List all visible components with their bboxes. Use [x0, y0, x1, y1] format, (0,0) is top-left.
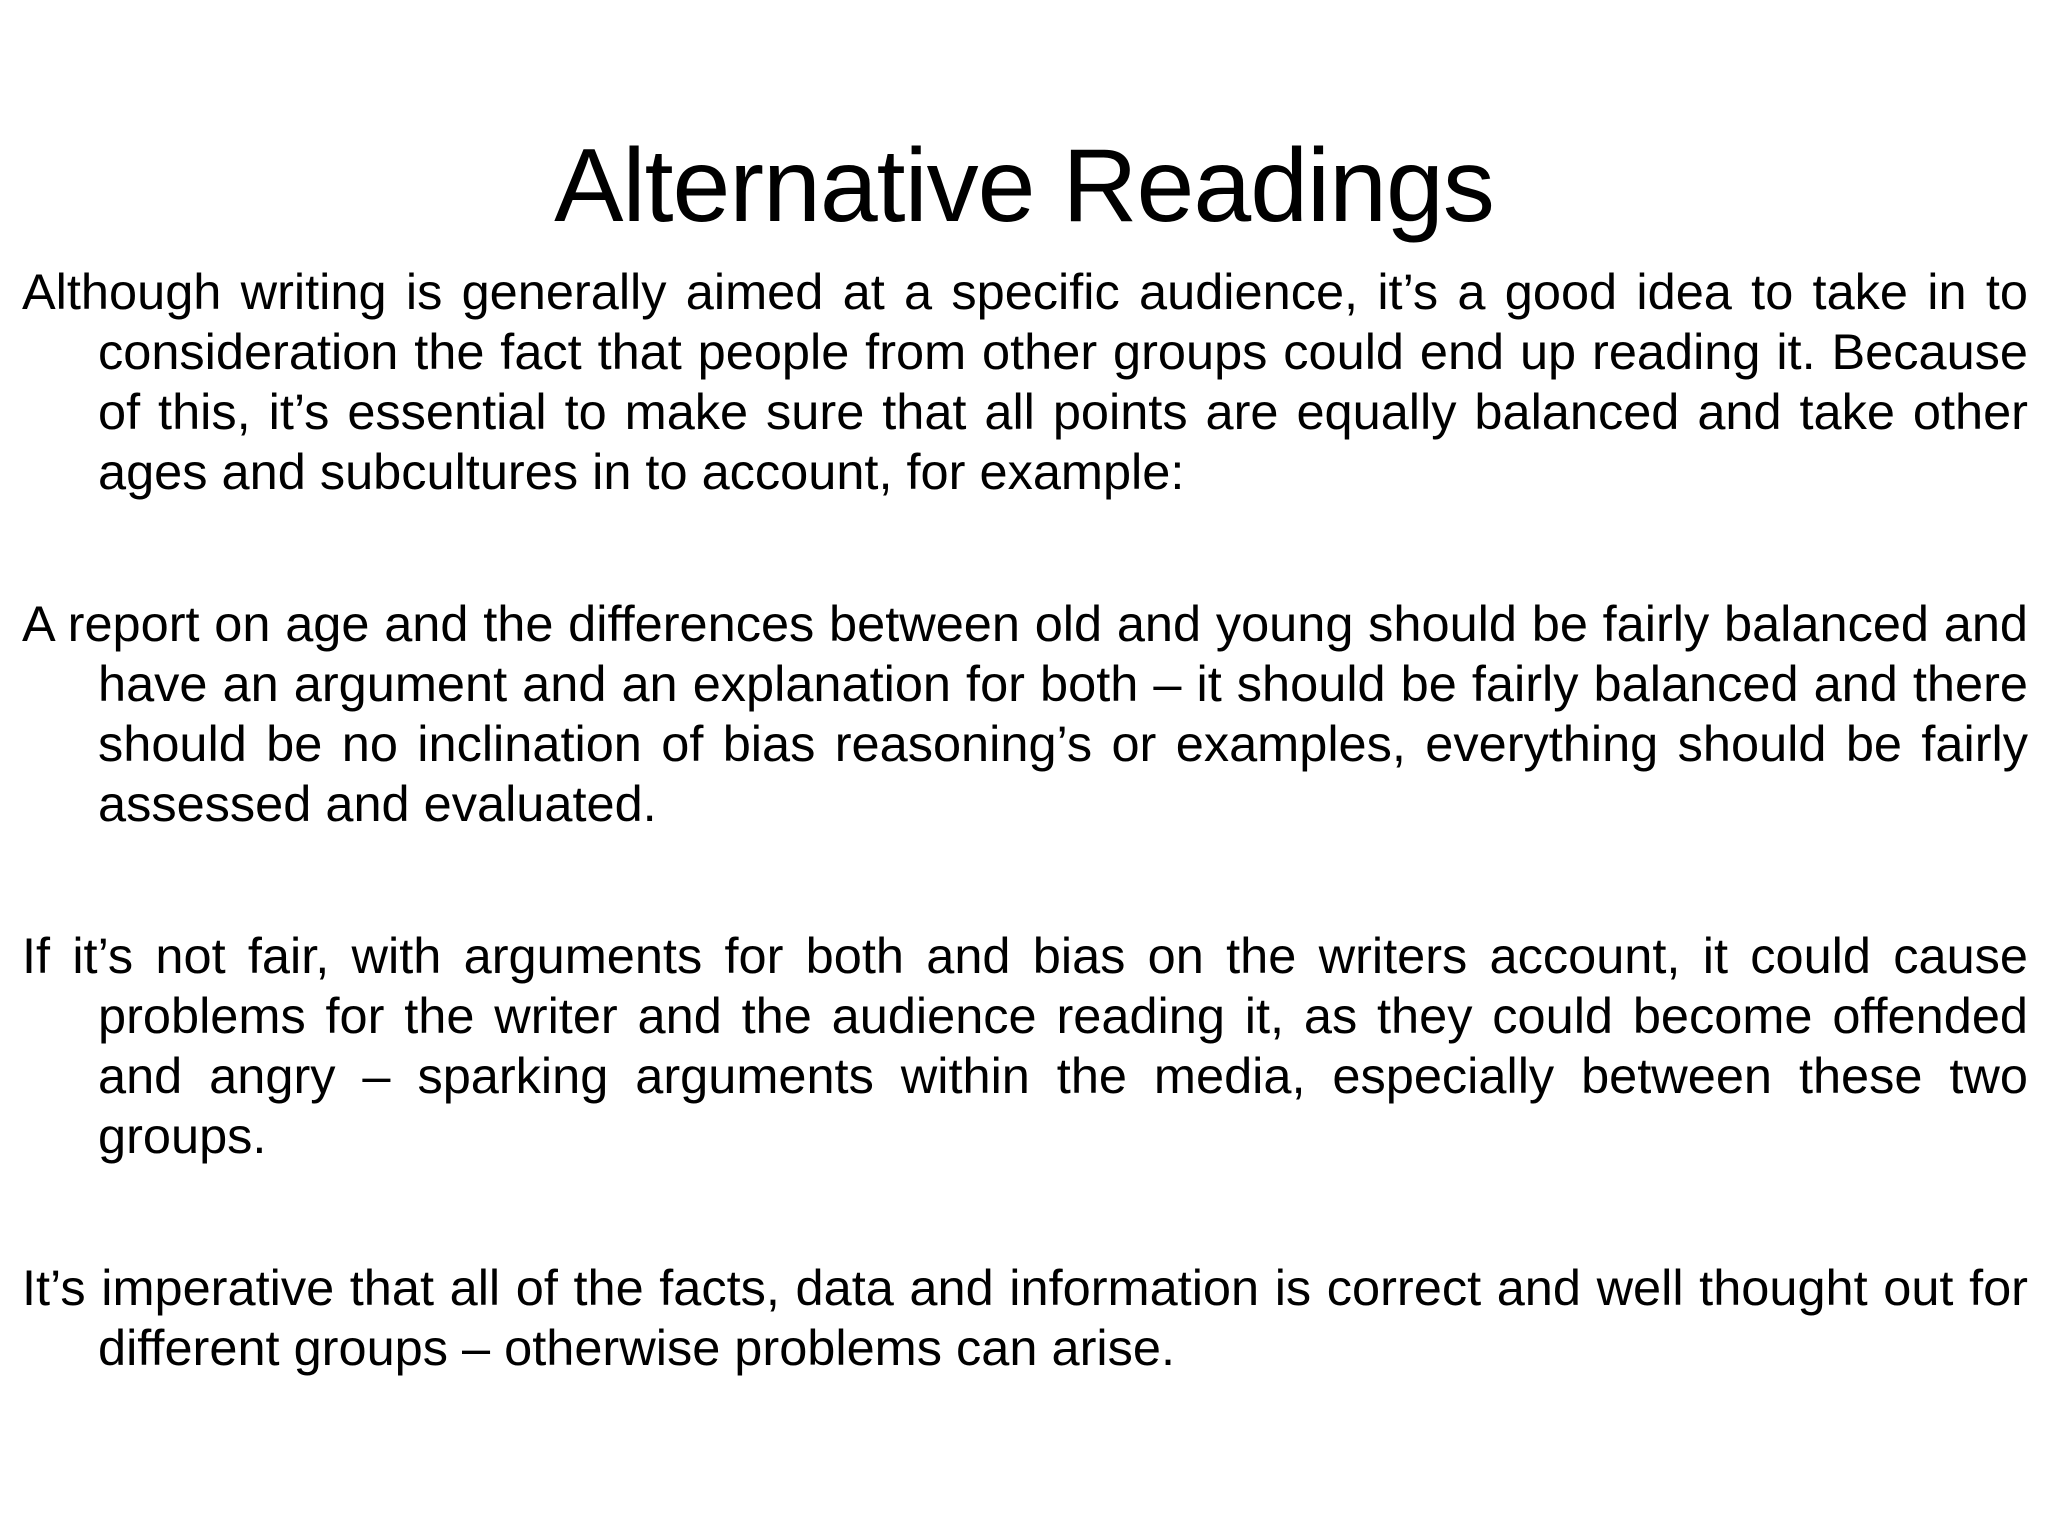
slide-title: Alternative Readings	[554, 128, 1494, 244]
slide-body	[22, 262, 2028, 1470]
paragraph-4: It’s imperative that all of the facts, data and information is correct and well thought out for different groups – otherwise problems can arise.	[22, 1259, 2028, 1376]
paragraph-3: If it’s not fair, with arguments for both and bias on the writers account, it could cause problems for the writer and the audience reading it, as they could become offended and angry – sparking arguments within the media, especially between these two groups.	[22, 927, 2028, 1164]
paragraph-2: A report on age and the differences between old and young should be fairly balanced and have an argument and an explanation for both – it should be fairly balanced and there should be no inclination of bias reasoning’s or examples, everything should be fairly assessed and evaluated.	[22, 595, 2028, 832]
paragraph-1: Although writing is generally aimed at a specific audience, it’s a good idea to take in to consideration the fact that people from other groups could end up reading it. Because of this, it’s essential to make sure that all points are equally balanced and take other ages and subcultures in to account, for example:	[22, 263, 2028, 500]
